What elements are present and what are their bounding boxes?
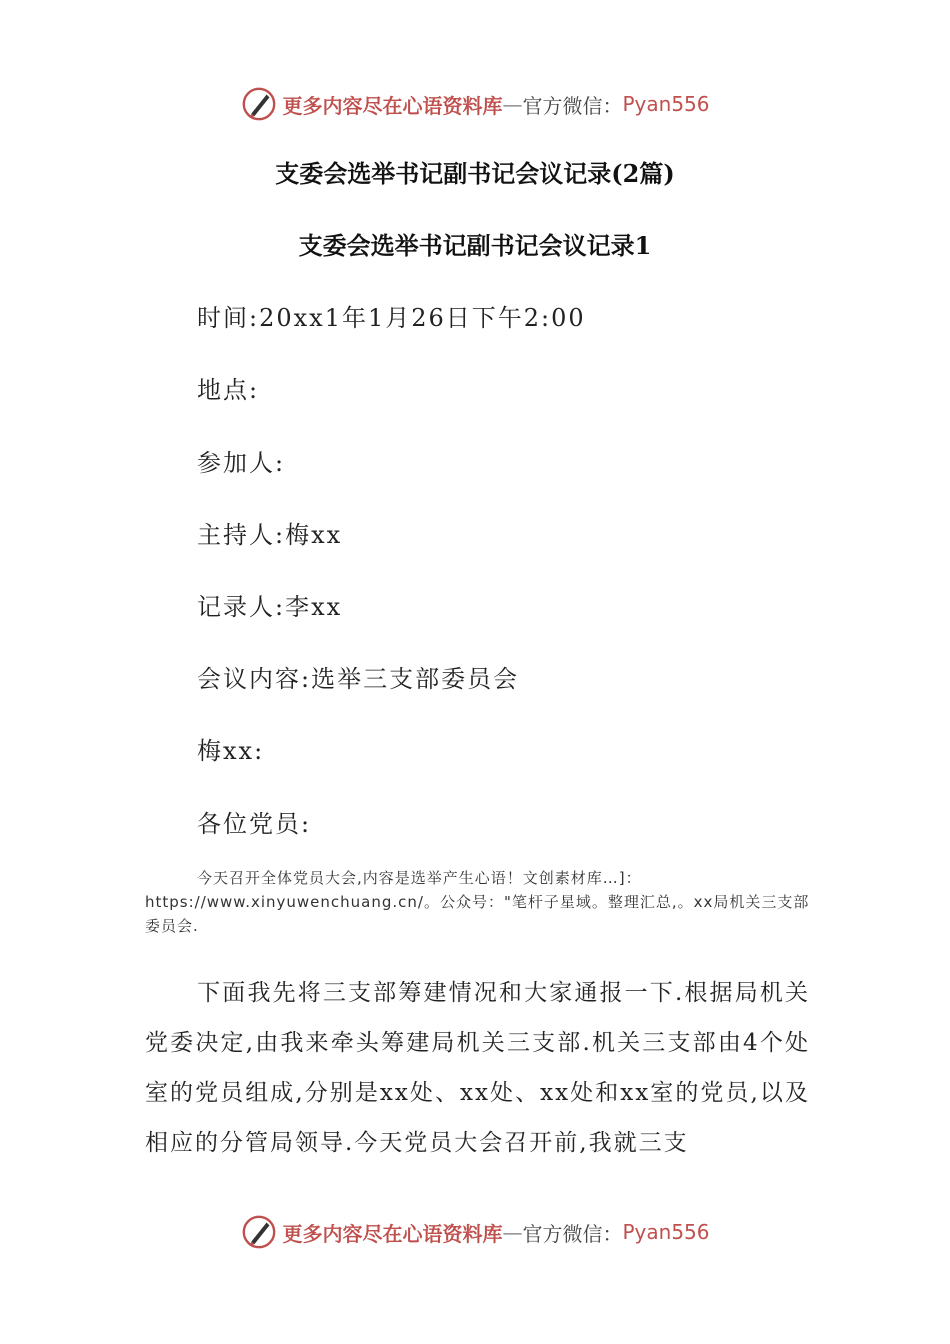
watermark-id: Pyan556	[622, 1220, 710, 1244]
watermark-header	[0, 82, 950, 126]
watermark-label: 官方微信：	[522, 1221, 623, 1246]
watermark-brand: 更多内容尽在心语资料库	[282, 1221, 503, 1246]
body-paragraph-text: 下面我先将三支部筹建情况和大家通报一下.根据局机关党委决定,由我来牵头筹建局机关三支部.机关三支部由4个处室的党员组成,分别是xx处、xx处、xx处和xx室的党员,以及相应的分管局领导.今天党员大会召开前,我就三支	[145, 980, 810, 1156]
field-attendees: 参加人:	[197, 449, 286, 477]
watermark-label: 官方微信：	[522, 93, 623, 118]
body-paragraph	[145, 968, 810, 1168]
field-speaker: 梅xx:	[197, 737, 265, 765]
pen-logo-icon	[240, 85, 278, 123]
field-location: 地点:	[197, 376, 260, 404]
watermark-separator: —	[502, 1220, 523, 1244]
pen-logo-icon	[240, 1213, 278, 1251]
field-host: 主持人:梅xx	[197, 521, 343, 549]
watermark-brand: 更多内容尽在心语资料库	[282, 93, 503, 118]
document-subtitle: 支委会选举书记副书记会议记录1	[298, 231, 652, 260]
small-paragraph-text: 今天召开全体党员大会,内容是选举产生心语！文创素材库…]：https://www.xinyuwenchuang.cn/。公众号："笔杆子星域。整理汇总,。xx局机关三支部委员会.	[145, 869, 810, 935]
watermark-footer	[0, 1210, 950, 1254]
small-paragraph	[145, 866, 810, 938]
watermark-separator: —	[502, 92, 523, 116]
field-recorder: 记录人:李xx	[197, 593, 343, 621]
field-content: 会议内容:选举三支部委员会	[197, 665, 520, 693]
field-greeting: 各位党员:	[197, 810, 312, 838]
field-time: 时间:20xx1年1月26日下午2:00	[197, 304, 586, 332]
watermark-id: Pyan556	[622, 92, 710, 116]
document-title: 支委会选举书记副书记会议记录(2篇)	[275, 159, 675, 188]
